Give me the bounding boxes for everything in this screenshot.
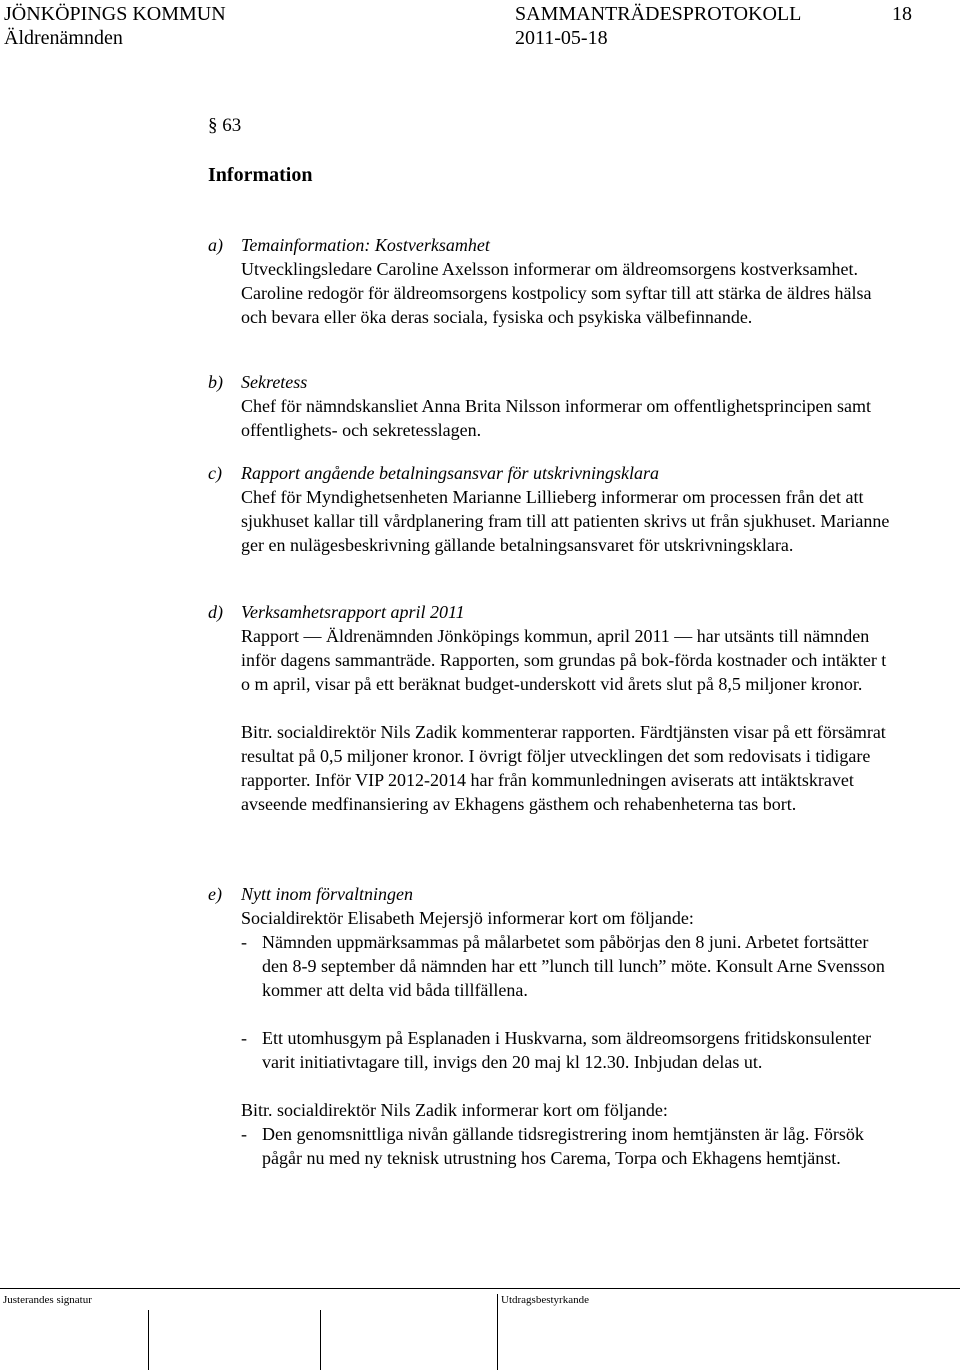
footer-rule xyxy=(0,1288,960,1289)
item-c-body: Chef för Myndighetsenheten Marianne Lillieberg informerar om processen från det att sjukhuset kallar till vårdplanering fram till att patienten skrivs ut från sjukhuset. Marianne ger en nulägesbeskrivning gällande betalningsansvaret för utskrivningsklara. xyxy=(241,487,890,555)
item-b-body: Chef för nämndskansliet Anna Brita Nilsson informerar om offentlighetsprincipen samt offentlighets- och sekretesslagen. xyxy=(241,396,872,440)
item-d-label: d) xyxy=(208,602,223,622)
section-number: § 63 xyxy=(208,115,242,136)
item-a-title: Temainformation: Kostverksamhet xyxy=(241,235,490,255)
item-c xyxy=(208,461,898,557)
item-d-title: Verksamhetsrapport april 2011 xyxy=(241,602,465,622)
bullet-dash: - xyxy=(241,1028,247,1048)
item-d-body-2: Bitr. socialdirektör Nils Zadik kommenterar rapporten. Färdtjänsten visar på ett försämrat resultat på 0,5 miljoner kronor. I övrigt följer utvecklingen det som redovisats i tidigare rapporter. Inför VIP 2012-2014 har från kommunledningen aviserats att intäktskravet avseende medfinansiering av Ekhagens gästhem och rehabenheterna tas bort. xyxy=(241,722,886,814)
item-c-title: Rapport angående betalningsansvar för utskrivningsklara xyxy=(241,463,659,483)
item-e-bullet-3 xyxy=(241,1122,898,1170)
item-e-label: e) xyxy=(208,884,222,904)
item-e-intro: Socialdirektör Elisabeth Mejersjö informerar kort om följande: xyxy=(241,908,694,928)
item-d-body-1: Rapport — Äldrenämnden Jönköpings kommun, april 2011 — har utsänts till nämnden inför dagens sammanträde. Rapporten, som grundas på bok-förda kostnader och intäkter t o m april, visar på ett beräknat budget-underskott vid årets slut på 8,5 miljoner kronor. xyxy=(241,626,887,694)
footer-left-label: Justerandes signatur xyxy=(3,1294,92,1306)
bullet-dash: - xyxy=(241,1124,247,1144)
footer-right-label: Utdragsbestyrkande xyxy=(501,1294,589,1306)
header-committee: Äldrenämnden xyxy=(4,27,123,49)
signature-box-divider xyxy=(497,1294,498,1370)
item-e-bullet-2-text: Ett utomhusgym på Esplanaden i Huskvarna, som äldreomsorgens fritidskonsulenter varit initiativtagare till, invigs den 20 maj kl 12.30. Inbjudan delas ut. xyxy=(262,1028,872,1072)
header-date: 2011-05-18 xyxy=(515,27,608,49)
item-e-bullet-1 xyxy=(241,930,898,1002)
item-d xyxy=(208,600,898,816)
item-e xyxy=(208,882,898,1170)
item-e-bullet-1-text: Nämnden uppmärksammas på målarbetet som påbörjas den 8 juni. Arbetet fortsätter den 8-9 september då nämnden har ett ”lunch till lunch” möte. Konsult Arne Svensson kommer att delta vid båda tillfällena. xyxy=(262,932,885,1000)
bullet-dash: - xyxy=(241,932,247,952)
item-e-bullet-3-text: Den genomsnittliga nivån gällande tidsregistrering inom hemtjänsten är låg. Försök pågår nu med ny teknisk utrustning hos Carema, Torpa och Ekhagens hemtjänst. xyxy=(262,1124,864,1168)
item-a-body: Utvecklingsledare Caroline Axelsson informerar om äldreomsorgens kostverksamhet. Caroline redogör för äldreomsorgens kostpolicy som syftar till att stärka de äldres hälsa och bevara eller öka deras sociala, fysiska och psykiska välbefinnande. xyxy=(241,259,872,327)
item-e-bullet-2 xyxy=(241,1026,898,1074)
header-page-number: 18 xyxy=(892,3,912,25)
signature-box-divider xyxy=(320,1310,321,1370)
item-e-intro-2: Bitr. socialdirektör Nils Zadik informerar kort om följande: xyxy=(241,1100,668,1120)
item-a-label: a) xyxy=(208,235,223,255)
signature-box-divider xyxy=(148,1310,149,1370)
item-b-title: Sekretess xyxy=(241,372,308,392)
item-e-title: Nytt inom förvaltningen xyxy=(241,884,413,904)
section-title: Information xyxy=(208,164,313,186)
item-b xyxy=(208,370,898,442)
header-org: JÖNKÖPINGS KOMMUN xyxy=(4,3,226,25)
item-a xyxy=(208,233,898,329)
header-doc-type: SAMMANTRÄDESPROTOKOLL xyxy=(515,3,802,25)
item-b-label: b) xyxy=(208,372,223,392)
item-c-label: c) xyxy=(208,463,222,483)
